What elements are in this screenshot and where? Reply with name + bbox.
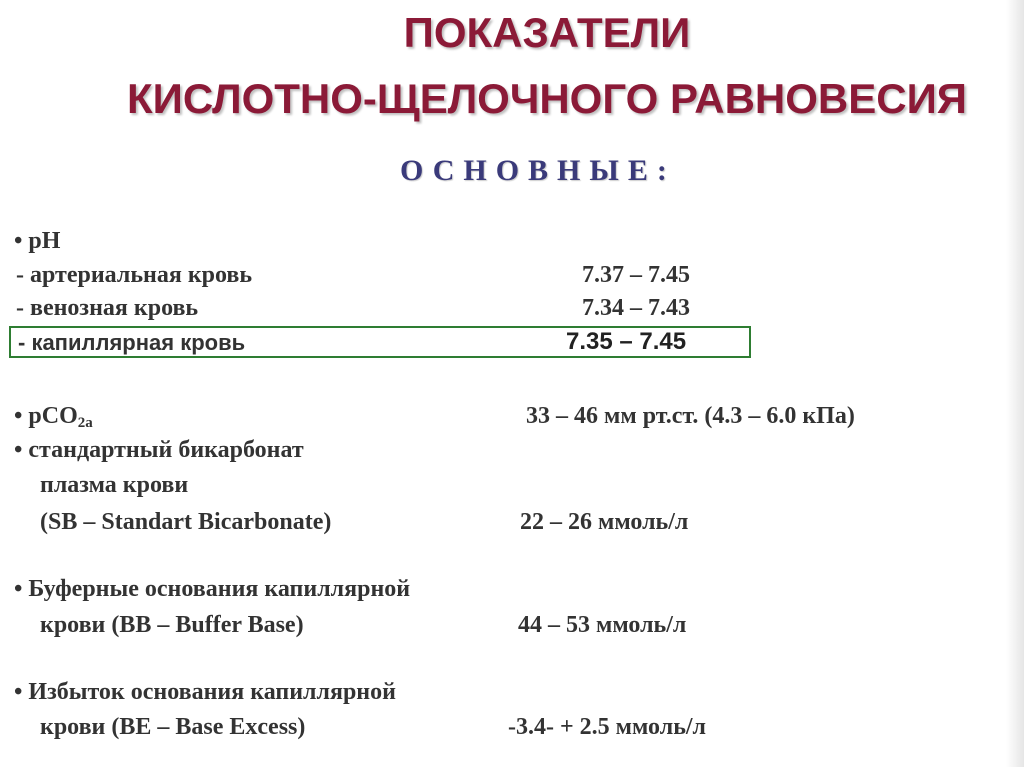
bb-value: 44 – 53 ммоль/л [518,612,687,638]
title-line-1: ПОКАЗАТЕЛИ [403,9,691,56]
sb-value: 22 – 26 ммоль/л [520,509,689,535]
pco2-prefix: • pCO [14,403,78,429]
sb-line-2: плазма крови [40,472,189,498]
pco2-label [14,401,93,438]
ph-arterial-value: 7.37 – 7.45 [582,262,690,288]
ph-venous-value: 7.34 – 7.43 [582,295,690,321]
ph-capillary-label: - капиллярная кровь [18,330,246,355]
ph-arterial-label: - артериальная кровь [16,262,253,288]
ph-capillary-value: 7.35 – 7.45 [566,328,687,355]
sb-line-1: • стандартный бикарбонат [14,437,304,463]
title-line-2: КИСЛОТНО-ЩЕЛОЧНОГО РАВНОВЕСИЯ [127,75,967,122]
bb-line-2: крови (BB – Buffer Base) [40,612,304,638]
ph-venous-label: - венозная кровь [16,295,199,321]
pco2-subscript: 2а [77,415,93,431]
be-line-2: крови (BE – Base Excess) [40,714,306,740]
ph-heading: • pH [14,228,61,254]
be-value: -3.4- + 2.5 ммоль/л [508,714,707,740]
be-line-1: • Избыток основания капиллярной [14,679,396,705]
subtitle: ОСНОВНЫЕ: [400,154,676,187]
pco2-value: 33 – 46 мм рт.ст. (4.3 – 6.0 кПа) [526,403,855,429]
bb-line-1: • Буферные основания капиллярной [14,576,411,602]
sb-line-3: (SB – Standart Bicarbonate) [40,509,332,535]
